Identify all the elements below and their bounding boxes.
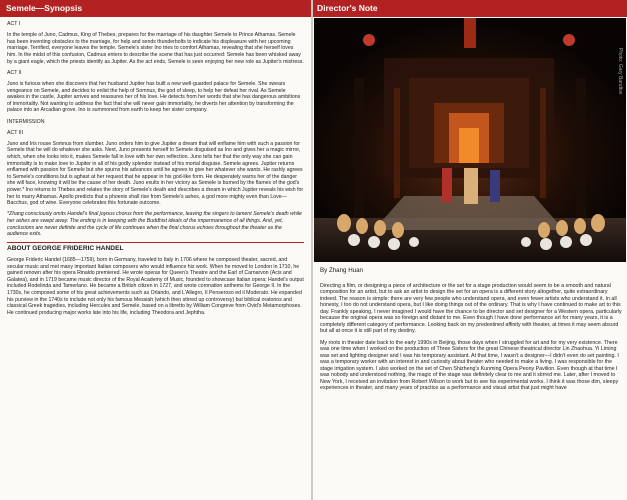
- byline: By Zhang Huan: [320, 267, 363, 274]
- footnote: *Zhang consciously omits Handel's final joyous chorus from the performance, leaving the singers to lament Semele's death while her ashes are swept away. The ending is in keeping with the Buddhist ideals of the impermanence of all things. And, yet, conclusions are never definite and the cycle of life continues when the final chorus echoes throughout the theater as the audience exits.: [7, 211, 302, 238]
- stage-photo-illustration: [314, 18, 626, 262]
- left-page: [0, 0, 311, 500]
- directors-note-body: [320, 268, 622, 397]
- about-handel-title: ABOUT GEORGE FRIDERIC HANDEL: [7, 245, 124, 253]
- act3-heading: ACT III: [7, 129, 24, 136]
- directors-note-header: Director's Note: [313, 0, 627, 17]
- act1-text: In the temple of Juno, Cadmus, King of Thebes, prepares for the marriage of his daughter Semele to Prince Athamas. Semele has been inventing obstacles to the marriage, for help and sends thunderbolts to indicate his displeasure with her upcoming marriage. Terrified, everyone leaves the temple. Semele's sister Ino tries to comfort Athamas, revealing that she herself loves him. In the midst of this confusion, Cadmus enters to describe the scene that has just occurred: Semele has been whisked away by a giant eagle, which the priests identify as Jupiter. As the act ends, Semele is seen enjoying her new role as Jupiter's mistress.: [7, 32, 304, 65]
- about-handel-text: George Frideric Handel (1685—1759), born in Germany, traveled to Italy in 1706 where he composed theater, sacred, and secular music and met many important Italian composers who would influence his work. When he moved to London in 1710, he gained renown after his opera Rinaldo premiered. He wrote operas for Queen's Theatre and the Earl of Carnarvon (Acis and Galatea), and in 1719 became music director of the Royal Academy of Music, founded to showcase Italian opera; Handel's output included Rodelinda and Tamerlano. He became a British citizen in 1727, and wrote coronation anthems for George II. In the 1730s, he composed some of his great achievements such as Orlando, and L'Allegro, Il Penseroso ed il Moderato. He expanded his purview in the 1740s to include not only his famous Messiah (which then stirred up controversy) but biblical oratorios and classical Greek tragedies, including Hercules and Semele, based on a libretto by William Congreve from Ovid's Metamorphoses. He continued producing major works late into his life, including Theodora and Jephtha.: [7, 256, 304, 316]
- right-page: [313, 0, 627, 500]
- synopsis-header: Semele—Synopsis: [0, 0, 311, 17]
- stage-photo: [314, 18, 626, 262]
- note-paragraph-1: Directing a film, or designing a piece of architecture or the set for a stage production would seem to be a smooth and natural composition for an artist, but to ask an artist to design the set for an opera is a different story altogether, quite extraordinary indeed. The reason is simple: there are very few people who understand opera, and even fewer artists who understand it. In all honesty, I too do not understand opera, but I like doing things out of the ordinary. That is why I have continued to make art to this day. Frankly speaking, I never imagined I would have the chance to be director and set designer for a Western opera, particularly because the original opera was so foreign and distant to me. Even though I have done performance art for many years, it is a completely different category of performance. Looking back on my predestined affinity with theater, at times it may seem absurd but all at once it is still part of my destiny.: [320, 282, 622, 334]
- act3-text: Juno and Iris rouse Somnus from slumber. Juno orders him to give Jupiter a dream that will enflame him with such a passion for Semele that he will do whatever she asks. Next, Juno presents herself to Semele disguised as Ino and gives her a magic mirror, which, when she looks into it, makes Semele fall in love with her own reflection. Juno tells her that the only way she can gain immortality is to make love to Jupiter in all of his godly splendor instead of his mortal disguise. Semele agrees. Jupiter returns enflamed with passion for Semele but she spurns his advances until he agrees to give her whatever she wants. He rashly agrees to Semele's conditions but is aghast at her request that he appear in his god-like form. He desperately warns her of the danger she will face, knowing it will be the cause of her death. Juno exults in her victory as Semele is burned by the flames of the god's power.* Ino returns to Thebes and relates the story of Semele's death and describes a dream in which Jupiter reveals his wish for her to marry Athamas. Apollo predicts that a phoenix shall rise from Semele's ashes, a god more mighty even than Love—Bacchus, god of wine. Everyone celebrates this fortunate outcome.: [7, 140, 304, 207]
- intermission-label: INTERMISSION: [7, 118, 45, 125]
- act2-heading: ACT II: [7, 69, 22, 76]
- act1-heading: ACT I: [7, 21, 21, 27]
- section-divider: [7, 242, 304, 243]
- act2-text: Juno is furious when she discovers that her husband Jupiter has built a new well-guarded palace for Semele. She swears vengeance on Semele, and decides to enlist the help of Somnus, the god of sleep, to help her defeat her rival. As Semele awakes in the castle, Jupiter arrives and reassures her of his love. He detects from her words that she has dangerous ambitions of immortality. Not wanting to address the fact that she will never gain immortality, he diverts her attention by transforming the palace into an Arcadian grove. Ino is summoned from earth to keep her sister company.: [7, 80, 301, 114]
- synopsis-body: [0, 17, 311, 316]
- note-paragraph-2: My roots in theater date back to the early 1990s in Beijing, those days when I struggled for art and for my very existence. There was one time when I worked on the production of Three Sisters for the great Chinese theatrical director Lin Zhaohua. Yi Liming was set and lighting designer and I was his temporary assistant. At that time, I wasn't a designer—I didn't even do set painting. I was a temporary worker with an interest in and curiosity about theater who needed to make a living. I was responsible for the stage irrigation system. I also worked on the set of Chen Shizheng's Kunming Opera Peony Pavilion. Even though at that time I was nobody and understood nothing, the magic of the stage was definitely clear to me and it stirred me. Later, after I moved to New York, I received an invitation from Robert Wilson to work but to see his experimental works. I think it was those dim, sleepy experiences in theater, and many years of practice as a performance and visual artist that just might have: [320, 339, 619, 391]
- photo-credit: Photo: Gary Bandtov: [617, 48, 623, 95]
